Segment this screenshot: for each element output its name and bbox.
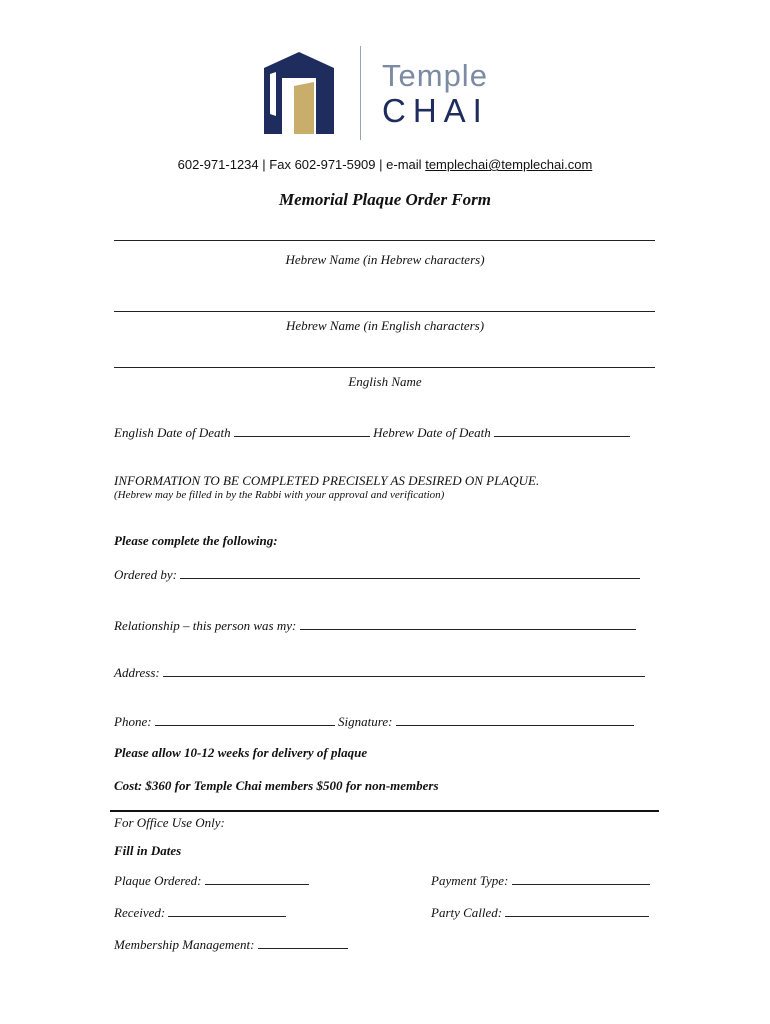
membership-management-field[interactable]: [258, 936, 348, 949]
office-divider: [110, 810, 659, 812]
hebrew-date-of-death-field[interactable]: [494, 424, 630, 437]
english-date-of-death-label: English Date of Death: [114, 425, 231, 440]
signature-label: Signature:: [338, 714, 393, 729]
form-title: Memorial Plaque Order Form: [278, 190, 492, 209]
contact-phone: 602-971-1234: [177, 157, 259, 172]
phone-label: Phone:: [114, 714, 152, 729]
plaque-info-note: (Hebrew may be filled in by the Rabbi with your approval and verification): [114, 489, 445, 501]
english-name-label: English Name: [348, 374, 422, 389]
contact-separator: |: [262, 157, 266, 172]
party-called-field[interactable]: [505, 904, 649, 917]
english-name-line[interactable]: [114, 367, 655, 368]
relationship-field[interactable]: [300, 617, 636, 630]
temple-chai-logo-icon: [262, 50, 336, 136]
address-field[interactable]: [163, 664, 645, 677]
membership-management-label: Membership Management:: [114, 937, 255, 952]
plaque-ordered-row: [114, 872, 309, 889]
ordered-by-row: [114, 566, 640, 583]
received-row: [114, 904, 286, 921]
logo-text-chai: CHAI: [382, 92, 489, 129]
english-date-of-death-field[interactable]: [234, 424, 370, 437]
received-label: Received:: [114, 905, 166, 920]
party-called-label: Party Called:: [431, 905, 503, 920]
logo-divider: [360, 46, 361, 140]
contact-fax: Fax 602-971-5909: [269, 157, 376, 172]
party-called-row: [431, 904, 649, 921]
membership-management-row: [114, 936, 348, 953]
fill-in-dates-heading: Fill in Dates: [114, 843, 182, 858]
contact-separator: |: [379, 157, 383, 172]
plaque-ordered-label: Plaque Ordered:: [114, 873, 202, 888]
address-row: [114, 664, 645, 681]
address-label: Address:: [114, 665, 160, 680]
payment-type-label: Payment Type:: [431, 873, 509, 888]
contact-line: [0, 157, 770, 172]
hebrew-name-english-label: Hebrew Name (in English characters): [285, 318, 485, 333]
hebrew-date-of-death-label: Hebrew Date of Death: [373, 425, 491, 440]
signature-field[interactable]: [396, 713, 634, 726]
relationship-label: Relationship – this person was my:: [114, 618, 297, 633]
dates-row: [114, 424, 630, 441]
hebrew-name-english-line[interactable]: [114, 311, 655, 312]
payment-type-row: [431, 872, 650, 889]
cost-note: Cost: $360 for Temple Chai members $500 for non-members: [114, 778, 439, 793]
phone-signature-row: [114, 713, 634, 730]
plaque-info-heading: INFORMATION TO BE COMPLETED PRECISELY AS DESIRED ON PLAQUE.: [114, 473, 540, 488]
received-field[interactable]: [168, 904, 286, 917]
hebrew-name-hebrew-label: Hebrew Name (in Hebrew characters): [285, 252, 485, 267]
complete-heading: Please complete the following:: [114, 533, 278, 548]
ordered-by-field[interactable]: [180, 566, 640, 579]
contact-email-link[interactable]: templechai@templechai.com: [425, 157, 593, 172]
office-use-heading: For Office Use Only:: [114, 815, 225, 830]
ordered-by-label: Ordered by:: [114, 567, 177, 582]
phone-field[interactable]: [155, 713, 335, 726]
relationship-row: [114, 617, 636, 634]
payment-type-field[interactable]: [512, 872, 650, 885]
hebrew-name-hebrew-line[interactable]: [114, 240, 655, 241]
logo-text-temple: Temple: [382, 58, 488, 93]
delivery-note: Please allow 10-12 weeks for delivery of plaque: [114, 745, 368, 760]
plaque-ordered-field[interactable]: [205, 872, 309, 885]
contact-email-prefix: e-mail: [386, 157, 422, 172]
